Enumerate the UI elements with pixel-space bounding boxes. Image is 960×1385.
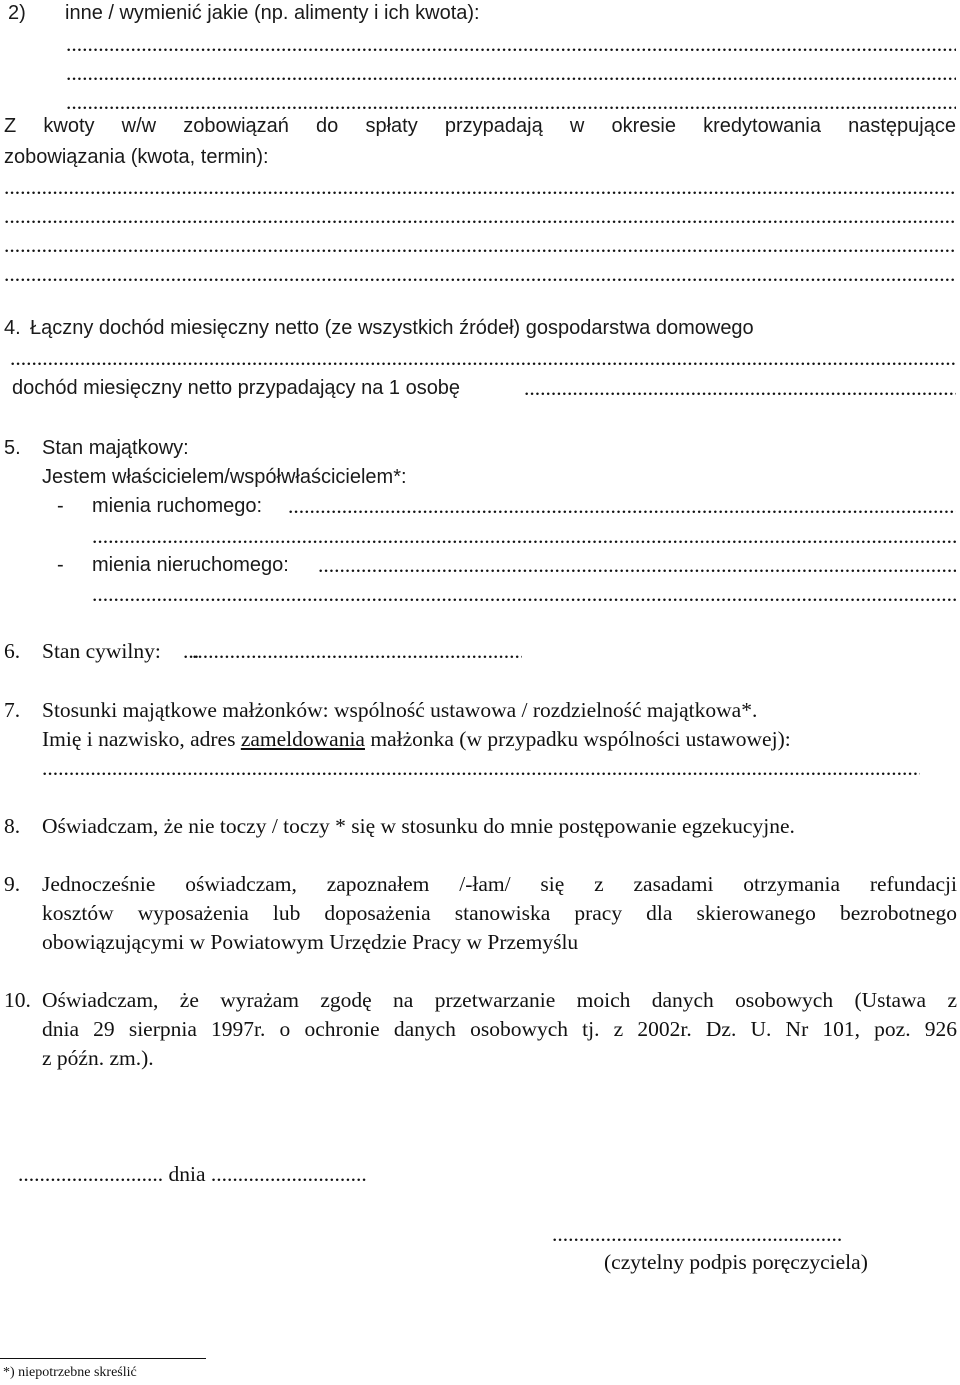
fill-line[interactable]	[66, 63, 956, 85]
civil-status-fill-line[interactable]	[192, 641, 522, 663]
per-person-fill[interactable]	[524, 378, 956, 400]
section-10-line-1: Oświadczam, że wyrażam zgodę na przetwarzanie moich danych osobowych (Ustawa z	[42, 988, 957, 1012]
fill-line[interactable]	[4, 264, 956, 286]
section-9-number: 9.	[4, 872, 21, 896]
repay-line-1: Z kwoty w/w zobowiązań do spłaty przypadają w okresie kredytowania następujące	[4, 115, 956, 137]
signature-label: (czytelny podpis poręczyciela)	[604, 1250, 868, 1274]
income-fill-line[interactable]	[10, 348, 956, 370]
section-8-text: Oświadczam, że nie toczy / toczy * się w stosunku do mnie postępowanie egzekucyjne.	[42, 814, 795, 838]
movable-fill-2[interactable]	[92, 526, 956, 548]
immovable-fill[interactable]	[318, 555, 956, 577]
section-10-line-3: z późn. zm.).	[42, 1046, 154, 1070]
section-8-number: 8.	[4, 814, 21, 838]
footnote-text: *) niepotrzebne skreślić	[3, 1365, 137, 1380]
immovable-dash: -	[57, 554, 64, 576]
section-6-label: Stan cywilny:	[42, 639, 161, 663]
fill-line[interactable]	[4, 235, 956, 257]
item-2-label: inne / wymienić jakie (np. alimenty i ich kwota):	[65, 2, 480, 24]
section-7-number: 7.	[4, 698, 21, 722]
section-10-line-2: dnia 29 sierpnia 1997r. o ochronie danych osobowych tj. z 2002r. Dz. U. Nr 101, poz. 926	[42, 1017, 957, 1041]
movable-fill[interactable]	[288, 496, 956, 518]
per-person-label: dochód miesięczny netto przypadający na 1 osobę	[12, 377, 461, 399]
section-7-line-1: Stosunki majątkowe małżonków: wspólność ustawowa / rozdzielność majątkowa*.	[42, 698, 758, 722]
fill-line[interactable]	[66, 34, 956, 56]
fill-line[interactable]	[4, 177, 956, 199]
owner-label: Jestem właścicielem/współwłaścicielem*:	[42, 466, 407, 488]
section-9-line-2: kosztów wyposażenia lub doposażenia stanowiska pracy dla skierowanego bezrobotnego	[42, 901, 957, 925]
spouse-text-before: Imię i nazwisko, adres	[42, 727, 241, 751]
movable-label: mienia ruchomego:	[92, 495, 263, 517]
repay-line-2: zobowiązania (kwota, termin):	[4, 146, 269, 168]
section-4-number: 4.	[4, 317, 21, 339]
zameldowania-underlined: zameldowania	[240, 727, 365, 751]
fill-line[interactable]	[66, 92, 956, 114]
civil-status-fill[interactable]: ...	[183, 639, 200, 663]
section-10-number: 10.	[4, 988, 31, 1012]
section-5-label: Stan majątkowy:	[42, 437, 189, 459]
spouse-fill-line[interactable]	[42, 758, 920, 780]
movable-dash: -	[57, 495, 64, 517]
immovable-fill-2[interactable]	[92, 584, 956, 606]
section-6-number: 6.	[4, 639, 21, 663]
footnote-separator	[0, 1358, 206, 1359]
section-9-line-1: Jednocześnie oświadczam, zapoznałem /-łam/ się z zasadami otrzymania refundacji	[42, 872, 957, 896]
section-7-line-2	[42, 729, 791, 751]
section-5-number: 5.	[4, 437, 21, 459]
spouse-text-after: małżonka (w przypadku wspólności ustawowej):	[364, 727, 791, 751]
immovable-label: mienia nieruchomego:	[92, 554, 289, 576]
fill-line[interactable]	[4, 206, 956, 228]
section-9-line-3: obowiązującymi w Powiatowym Urzędzie Pracy w Przemyślu	[42, 930, 579, 954]
place-date-field[interactable]: ........................... dnia .............................	[18, 1162, 367, 1186]
item-2-number: 2)	[8, 2, 26, 24]
section-4-label: Łączny dochód miesięczny netto (ze wszystkich źródeł) gospodarstwa domowego	[30, 317, 754, 339]
signature-field[interactable]: ......................................................	[552, 1222, 843, 1246]
